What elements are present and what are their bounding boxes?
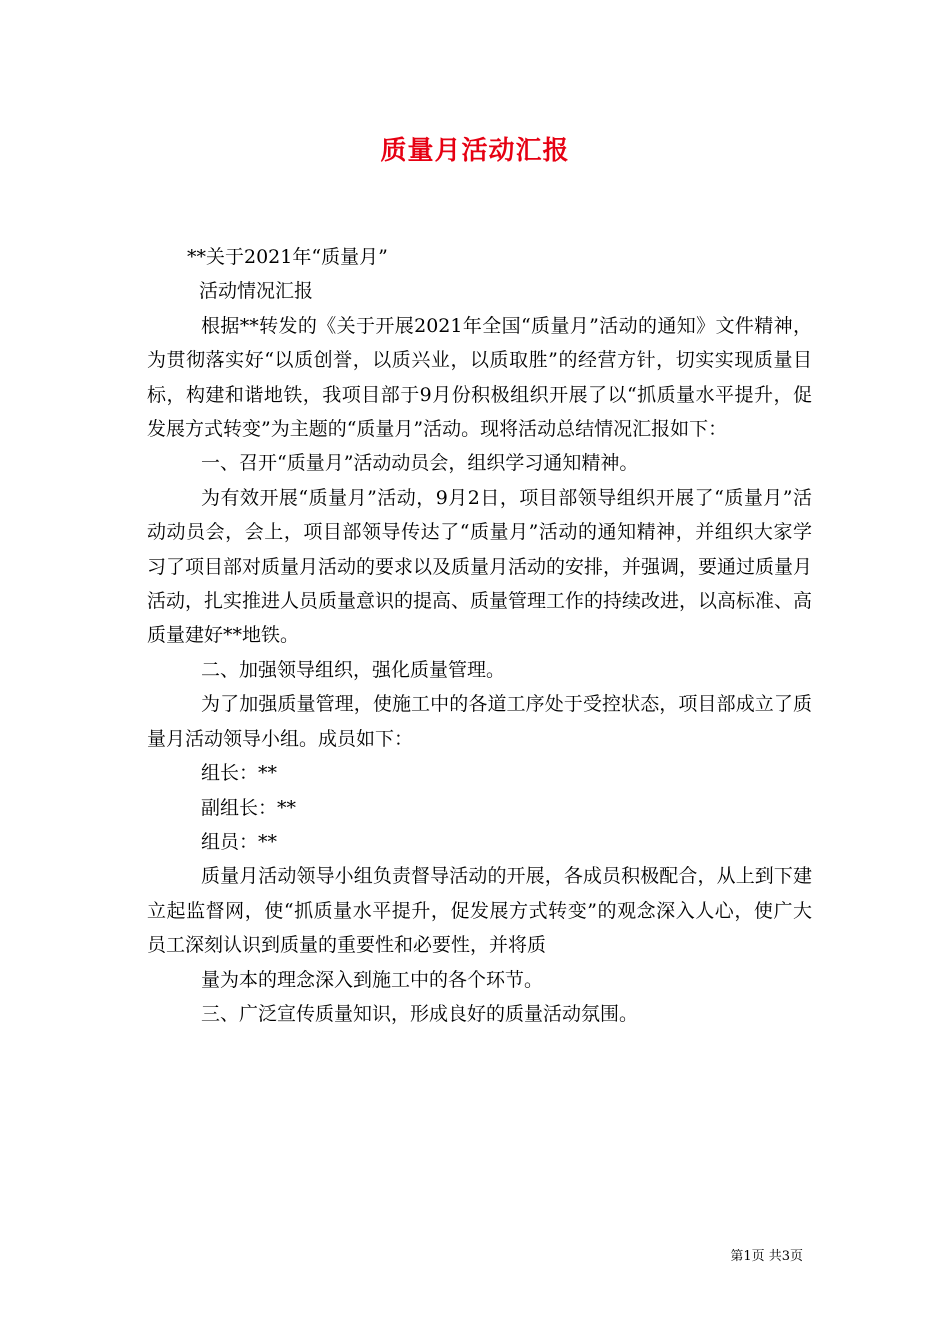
section-heading-2: 二、加强领导组织，强化质量管理。	[201, 658, 506, 681]
page-number: 第1页 共3页	[730, 1249, 803, 1264]
paragraph-section-2: 为了加强质量管理，使施工中的各道工序处于受控状态，项目部成立了质量月活动领导小组。成员如下：	[147, 693, 812, 750]
paragraph-intro: 根据**转发的《关于开展2021年全国“质量月”活动的通知》文件精神，为贯彻落实好“以质创誉，以质兴业，以质取胜”的经营方针，切实实现质量目标，构建和谐地铁，我项目部于9月份积极组织开展了以“抓质量水平提升，促发展方式转变”为主题的“质量月”活动。现将活动总结情况汇报如下：	[147, 314, 812, 441]
member-leader: 组长：**	[201, 762, 278, 785]
section-heading-3: 三、广泛宣传质量知识，形成良好的质量活动氛围。	[201, 1002, 639, 1025]
document-body	[147, 240, 812, 1031]
subtitle-line-2: 活动情况汇报	[199, 280, 314, 303]
subtitle-line-1: **关于2021年“质量月”	[187, 246, 388, 268]
member-members: 组员：**	[201, 830, 278, 853]
paragraph-supervision: 质量月活动领导小组负责督导活动的开展，各成员积极配合，从上到下建立起监督网，使“抓质量水平提升，促发展方式转变”的观念深入人心，使广大员工深刻认识到质量的重要性和必要性，并将质	[147, 865, 812, 957]
paragraph-section-1: 为有效开展“质量月”活动，9月2日，项目部领导组织开展了“质量月”活动动员会，会上，项目部领导传达了“质量月”活动的通知精神，并组织大家学习了项目部对质量月活动的要求以及质量月活动的安排，并强调，要通过质量月活动，扎实推进人员质量意识的提高、质量管理工作的持续改进，以高标准、高质量建好**地铁。	[147, 486, 813, 647]
paragraph-supervision-continued: 量为本的理念深入到施工中的各个环节。	[201, 968, 544, 991]
document-title: 质量月活动汇报	[380, 136, 570, 166]
member-deputy-leader: 副组长：**	[201, 796, 297, 819]
section-heading-1: 一、召开“质量月”活动动员会，组织学习通知精神。	[201, 452, 639, 475]
